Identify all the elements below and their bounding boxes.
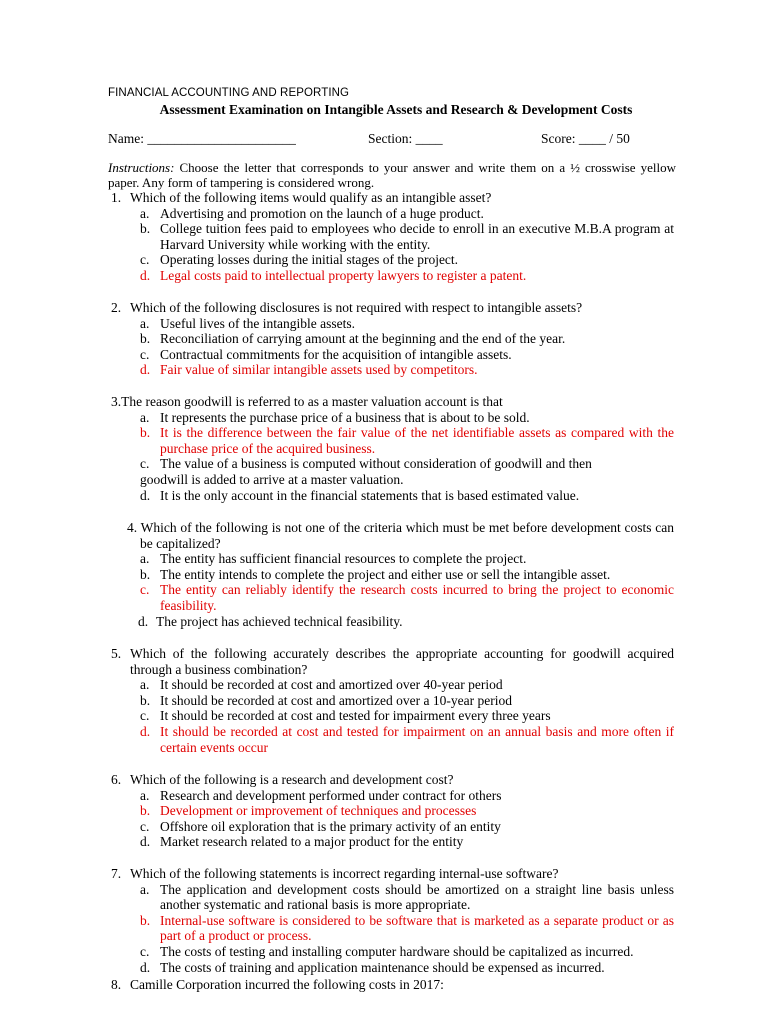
question-text: Which of the following items would qualify as an intangible asset? [130,190,492,205]
option-c: c. It should be recorded at cost and tested for impairment every three years [140,708,551,724]
option-d-answer: d. It should be recorded at cost and tested for impairment on an annual basis and more often if certain events occur [140,723,674,755]
option-a: a. The application and development costs should be amortized on a straight line basis unless another systematic and rational basis is more appropriate. [140,881,674,913]
question-number: 5. [111,646,122,661]
question-text: The reason goodwill is referred to as a master valuation account is that [121,394,503,409]
question-number: 3. [111,394,122,409]
option-b-answer: b. Development or improvement of techniques and processes [140,803,477,819]
option-a: a. Useful lives of the intangible assets. [140,315,355,331]
question-8 [108,977,674,993]
question-4 [108,520,674,629]
option-d: d. The costs of training and application maintenance should be expensed as incurred. [140,959,605,975]
option-c: c. The value of a business is computed without consideration of goodwill and then [140,456,592,472]
exam-title: Assessment Examination on Intangible Assets and Research & Development Costs [159,102,633,117]
option-b-answer: b. It is the difference between the fair value of the net identifiable assets as compared with the purchase price of the acquired business. [140,425,674,456]
option-d: d. The project has achieved technical feasibility. [138,613,403,629]
section-field: Section: ____ [368,131,443,146]
student-fields [108,131,668,149]
option-b: b. The entity intends to complete the project and either use or sell the intangible asset. [140,566,611,582]
question-1 [108,190,674,284]
course-heading: FINANCIAL ACCOUNTING AND REPORTING [108,87,350,99]
question-text: Camille Corporation incurred the following costs in 2017: [130,977,444,992]
question-number: 7. [111,866,122,881]
instructions-text: Choose the letter that corresponds to your answer and write them on a ½ crosswise yellow paper. Any form of tampering is considered wrong. [108,160,676,190]
question-6 [108,772,674,850]
question-number: 1. [111,190,122,205]
question-7 [108,866,674,975]
option-a: a. It represents the purchase price of a business that is about to be sold. [140,409,530,425]
question-5 [108,646,674,755]
option-b: b. Reconciliation of carrying amount at the beginning and the end of the year. [140,331,566,347]
question-number: 8. [111,977,122,992]
instructions-label: Instructions: [108,160,175,175]
option-a: a. Advertising and promotion on the launch of a huge product. [140,205,484,221]
question-3 [108,394,674,503]
option-c-answer: c. The entity can reliably identify the research costs incurred to bring the project to economic feasibility. [140,582,674,613]
question-text: Which of the following accurately describes the appropriate accounting for goodwill acquired through a business combination? [130,646,674,677]
option-b-answer: b. Internal-use software is considered to be software that is marketed as a separate product or as part of a product or process. [140,912,674,944]
option-c: c. Contractual commitments for the acquisition of intangible assets. [140,346,512,362]
option-c-continuation: goodwill is added to arrive at a master valuation. [140,471,404,487]
option-d: d. It is the only account in the financial statements that is based estimated value. [140,487,580,503]
option-a: a. Research and development performed under contract for others [140,787,502,803]
score-field: Score: ____ / 50 [541,131,630,146]
question-number: 2. [111,300,122,315]
option-c: c. Offshore oil exploration that is the primary activity of an entity [140,818,501,834]
instructions [108,160,676,190]
option-a: a. It should be recorded at cost and amortized over 40-year period [140,677,503,693]
option-a: a. The entity has sufficient financial resources to complete the project. [140,551,527,567]
question-number: 4. [127,520,138,535]
option-c: c. Operating losses during the initial stages of the project. [140,252,459,268]
option-c: c. The costs of testing and installing computer hardware should be capitalized as incurred. [140,943,634,959]
question-number: 6. [111,772,122,787]
question-text: Which of the following statements is incorrect regarding internal-use software? [130,866,559,881]
question-text: Which of the following is a research and development cost? [130,772,454,787]
option-d-answer: d. Fair value of similar intangible assets used by competitors. [140,362,478,378]
option-d-answer: d. Legal costs paid to intellectual property lawyers to register a patent. [140,267,527,283]
option-b: b. College tuition fees paid to employees who decide to enroll in an executive M.B.A program at Harvard University while working with the entity. [140,221,674,252]
option-b: b. It should be recorded at cost and amortized over a 10-year period [140,692,512,708]
option-d: d. Market research related to a major product for the entity [140,834,464,850]
question-text: Which of the following is not one of the criteria which must be met before development costs can be capitalized? [140,520,674,551]
question-text: Which of the following disclosures is not required with respect to intangible assets? [130,300,583,315]
question-2 [108,300,674,378]
name-field: Name: ______________________ [108,131,296,146]
